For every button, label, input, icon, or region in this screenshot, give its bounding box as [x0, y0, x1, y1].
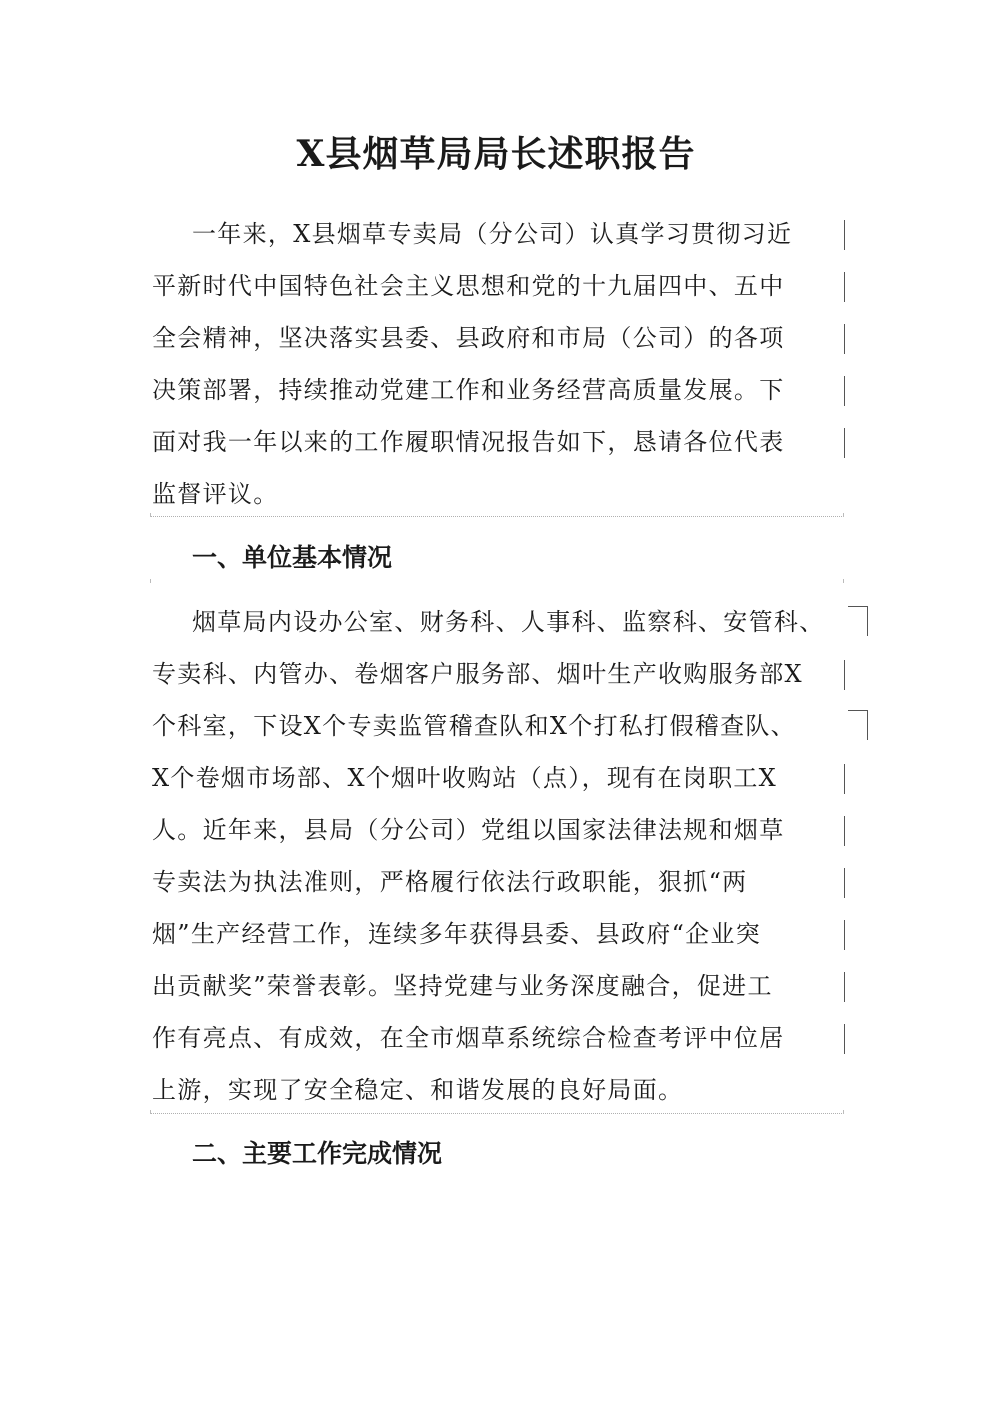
section1-line: 出贡献奖”荣誉表彰。坚持党建与业务深度融合，促进工	[152, 972, 773, 1000]
line-marker	[848, 606, 868, 636]
section1-line: 作有亮点、有成效，在全市烟草系统综合检查考评中位居	[152, 1024, 785, 1052]
section-heading-1: 一、单位基本情况	[192, 543, 393, 572]
section1-line: 人。近年来，县局（分公司）党组以国家法律法规和烟草	[152, 816, 785, 844]
line-marker	[844, 764, 845, 794]
section1-line: X个卷烟市场部、X个烟叶收购站（点），现有在岗职工X	[152, 764, 778, 792]
section1-line: 专卖法为执法准则，严格履行依法行政职能，狠抓“两	[152, 868, 748, 896]
intro-line: 一年来，X县烟草专卖局（分公司）认真学习贯彻习近	[192, 220, 793, 248]
line-marker	[844, 324, 845, 354]
intro-line: 全会精神，坚决落实县委、县政府和市局（公司）的各项	[152, 324, 785, 352]
line-marker	[844, 376, 845, 406]
line-marker	[844, 816, 845, 846]
line-marker	[844, 428, 845, 458]
section1-line: 上游，实现了安全稳定、和谐发展的良好局面。	[152, 1076, 684, 1104]
intro-line: 决策部署，持续推动党建工作和业务经营高质量发展。下	[152, 376, 785, 404]
document-title: X县烟草局局长述职报告	[296, 133, 696, 175]
line-marker	[844, 272, 845, 302]
intro-line: 面对我一年以来的工作履职情况报告如下，恳请各位代表	[152, 428, 785, 456]
intro-line: 平新时代中国特色社会主义思想和党的十九届四中、五中	[152, 272, 785, 300]
line-marker	[844, 1024, 845, 1054]
section1-line: 烟草局内设办公室、财务科、人事科、监察科、安管科、	[192, 608, 825, 636]
divider-tick	[843, 1110, 844, 1114]
section1-line: 烟”生产经营工作，连续多年获得县委、县政府“企业突	[152, 920, 762, 948]
divider-tick	[843, 579, 844, 583]
line-marker	[844, 868, 845, 898]
divider-tick	[150, 513, 151, 517]
line-marker	[844, 920, 845, 950]
section-heading-2: 二、主要工作完成情况	[192, 1139, 443, 1168]
line-marker	[848, 710, 868, 740]
section1-line: 专卖科、内管办、卷烟客户服务部、烟叶生产收购服务部X	[152, 660, 803, 688]
divider-tick	[843, 513, 844, 517]
section1-line: 个科室，下设X个专卖监管稽查队和X个打私打假稽查队、	[152, 712, 796, 740]
line-marker	[844, 972, 845, 1002]
intro-line: 监督评议。	[152, 480, 279, 508]
line-marker	[844, 660, 845, 690]
divider-tick	[150, 1110, 151, 1114]
paragraph-divider	[150, 1113, 844, 1114]
line-marker	[844, 220, 845, 250]
divider-tick	[150, 579, 151, 583]
paragraph-divider	[150, 516, 844, 517]
